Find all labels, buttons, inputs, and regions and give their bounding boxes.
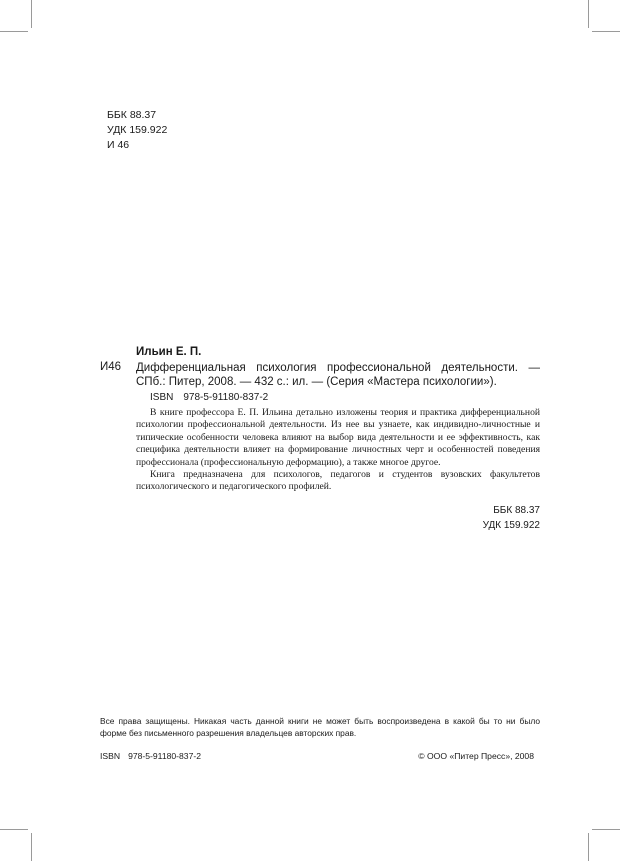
catalog-code-mark: И46 [100,361,122,373]
copyright-notice: © ООО «Питер Пресс», 2008 [418,751,534,761]
classification-block [107,108,167,153]
catalog-title: Дифференциальная психология профессиональной деятельности. — СПб.: Питер, 2008. — 432 с.: ил. — (Серия «Мастера психологии»). [136,362,540,388]
catalog-classification [483,503,540,533]
rights-notice: Все права защищены. Никакая часть данной книги не может быть воспроизведена в какой бы то ни было форме без письменного разрешения владельцев авторских прав. [100,716,540,738]
crop-mark-bottom-right-h [592,829,620,830]
catalog-udk: УДК 159.922 [482,520,540,531]
footer-isbn-value: 978-5-91180-837-2 [128,751,202,761]
catalog-bbk: ББК 88.37 [493,505,540,516]
crop-mark-bottom-right [588,833,589,861]
crop-mark-top-left [31,0,32,28]
crop-mark-bottom-left-h [0,829,28,830]
crop-mark-top-left-h [0,31,28,32]
catalog-abstract [136,407,540,494]
abstract-paragraph-1: В книге профессора Е. П. Ильина детально изложены теория и практика дифференциальной психологии профессиональной деятельности. Из нее вы узнаете, как индивидно-личностные и типические особенности человека влияют на выбор вида деятельности и ее эффективность, как специфика деятельности влияет на формирование личностных черт и особенностей поведения профессионала (профессиональную деформацию), а также многое другое. [136,407,540,468]
crop-mark-top-right-h [592,31,620,32]
abstract-paragraph-2: Книга предназначена для психологов, педагогов и студентов вузовских факультетов психологического и педагогического профилей. [136,469,540,493]
author-mark: И 46 [107,139,130,151]
catalog-author: Ильин Е. П. [136,346,202,358]
catalog-isbn-label: ISBN [150,392,174,403]
catalog-isbn [150,392,268,403]
crop-mark-bottom-left [31,833,32,861]
footer-isbn-label: ISBN [100,751,121,761]
footer-isbn [100,751,201,761]
udk-code: УДК 159.922 [107,124,168,136]
catalog-isbn-value: 978-5-91180-837-2 [183,392,269,403]
bbk-code: ББК 88.37 [107,109,157,121]
crop-mark-top-right [588,0,589,28]
